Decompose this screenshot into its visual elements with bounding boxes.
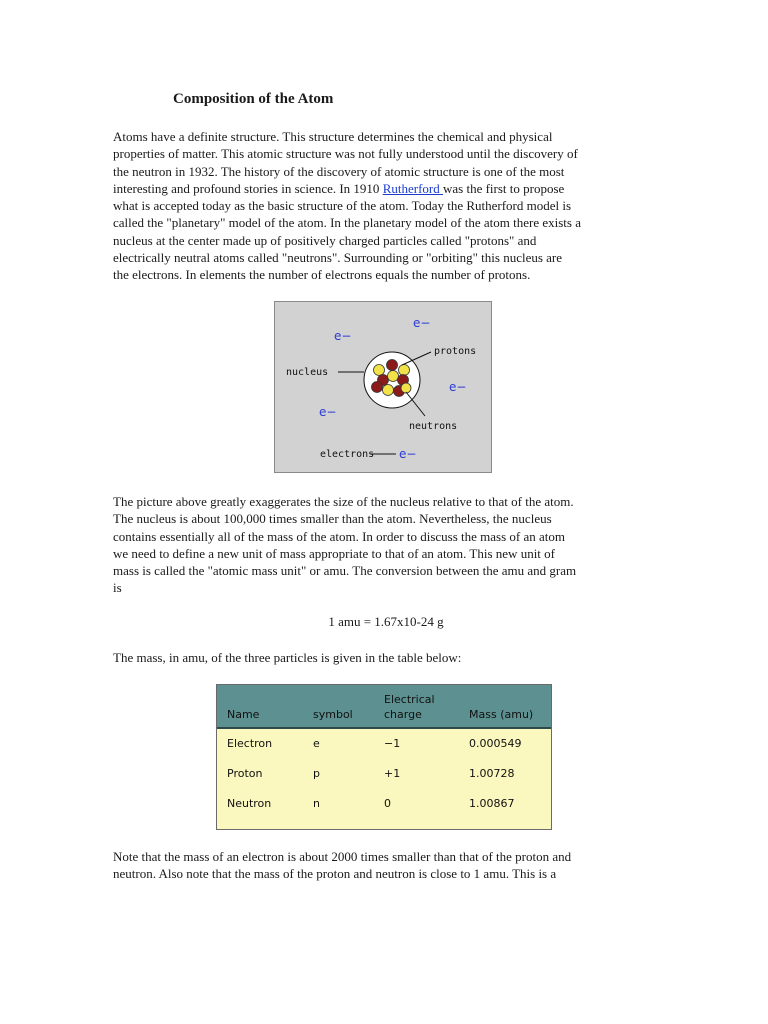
page-title: Composition of the Atom — [173, 91, 334, 107]
electron-symbol: e− — [399, 447, 417, 461]
neutron-particle — [383, 385, 394, 396]
intro-paragraph — [113, 128, 673, 284]
cell-mass: 0.000549 — [469, 737, 522, 750]
cell-charge: −1 — [384, 737, 401, 750]
text-line: nucleus at the center made up of positively charged particles called "protons" and — [113, 232, 537, 248]
cell-symbol: e — [313, 737, 320, 750]
neutron-particle — [374, 365, 385, 376]
neutrons-label: neutrons — [409, 421, 458, 432]
text-line: contains essentially all of the mass of the atom. In order to discuss the mass of an atom — [113, 528, 566, 544]
cell-symbol: p — [313, 767, 320, 780]
electron-symbol: e− — [334, 329, 352, 343]
cell-name: Neutron — [227, 797, 272, 810]
text-line: mass is called the "atomic mass unit" or amu. The conversion between the amu and gram — [113, 563, 577, 579]
text-line: the neutron in 1932. The history of the discovery of atomic structure is one of the most — [113, 163, 565, 179]
proton-particle — [372, 382, 383, 393]
mass-comparison-paragraph — [113, 848, 673, 883]
protons-label: protons — [434, 346, 477, 357]
proton-particle — [387, 360, 398, 371]
text-line — [113, 180, 673, 197]
cell-name: Electron — [227, 737, 273, 750]
cell-mass: 1.00728 — [469, 767, 515, 780]
electron-symbol: e− — [319, 405, 337, 419]
neutron-particle — [388, 371, 399, 382]
rutherford-link[interactable]: Rutherford — [382, 180, 443, 196]
text-line: The picture above greatly exaggerates the size of the nucleus relative to that of the atom. — [113, 494, 574, 509]
cell-name: Proton — [227, 767, 263, 780]
text-line: properties of matter. This atomic structure was not fully understood until the discovery of — [113, 146, 578, 162]
text-segment: interesting and profound stories in science. In 1910 — [113, 180, 383, 196]
cell-symbol: n — [313, 797, 320, 810]
text-line: is — [113, 580, 122, 596]
cell-charge: +1 — [384, 767, 401, 780]
header-charge-line1: Electrical — [384, 693, 435, 706]
text-line: electrically neutral atoms called "neutrons". Surrounding or "orbiting" this nucleus are — [113, 250, 563, 266]
electron-symbol: e− — [449, 380, 467, 394]
table-row — [217, 737, 551, 767]
nucleus-label: nucleus — [286, 367, 329, 378]
electrons-label: electrons — [320, 449, 375, 460]
atom-diagram-svg — [275, 302, 491, 472]
table-header — [217, 685, 551, 729]
particle-mass-table — [216, 684, 552, 830]
header-name: Name — [227, 708, 260, 721]
cell-mass: 1.00867 — [469, 797, 515, 810]
header-mass: Mass (amu) — [469, 708, 534, 721]
amu-conversion-formula: 1 amu = 1.67x10-24 g — [328, 614, 444, 629]
electron-symbol: e− — [413, 316, 431, 330]
text-segment: was the first to propose — [442, 180, 565, 196]
text-line: neutron. Also note that the mass of the proton and neutron is close to 1 amu. This is a — [113, 866, 557, 882]
text-line: The nucleus is about 100,000 times smaller than the atom. Nevertheless, the nucleus — [113, 511, 552, 527]
text-line: called the "planetary" model of the atom. In the planetary model of the atom there exists a — [113, 215, 581, 231]
table-row — [217, 797, 551, 827]
atom-diagram — [274, 301, 492, 473]
neutron-particle — [401, 383, 411, 393]
nucleus-size-paragraph — [113, 493, 673, 597]
text-line: the electrons. In elements the number of electrons equals the number of protons. — [113, 267, 531, 283]
neutron-particle — [399, 365, 410, 376]
header-symbol: symbol — [313, 708, 353, 721]
table-row — [217, 767, 551, 797]
mass-table-intro: The mass, in amu, of the three particles is given in the table below: — [113, 650, 462, 665]
header-charge-line2: charge — [384, 708, 422, 721]
text-line: we need to define a new unit of mass appropriate to that of an atom. This new unit of — [113, 545, 555, 561]
text-line: what is accepted today as the basic structure of the atom. Today the Rutherford model is — [113, 198, 572, 214]
text-line: Note that the mass of an electron is about 2000 times smaller than that of the proton and — [113, 849, 572, 864]
text-line: Atoms have a definite structure. This structure determines the chemical and physical — [113, 129, 553, 144]
cell-charge: 0 — [384, 797, 391, 810]
